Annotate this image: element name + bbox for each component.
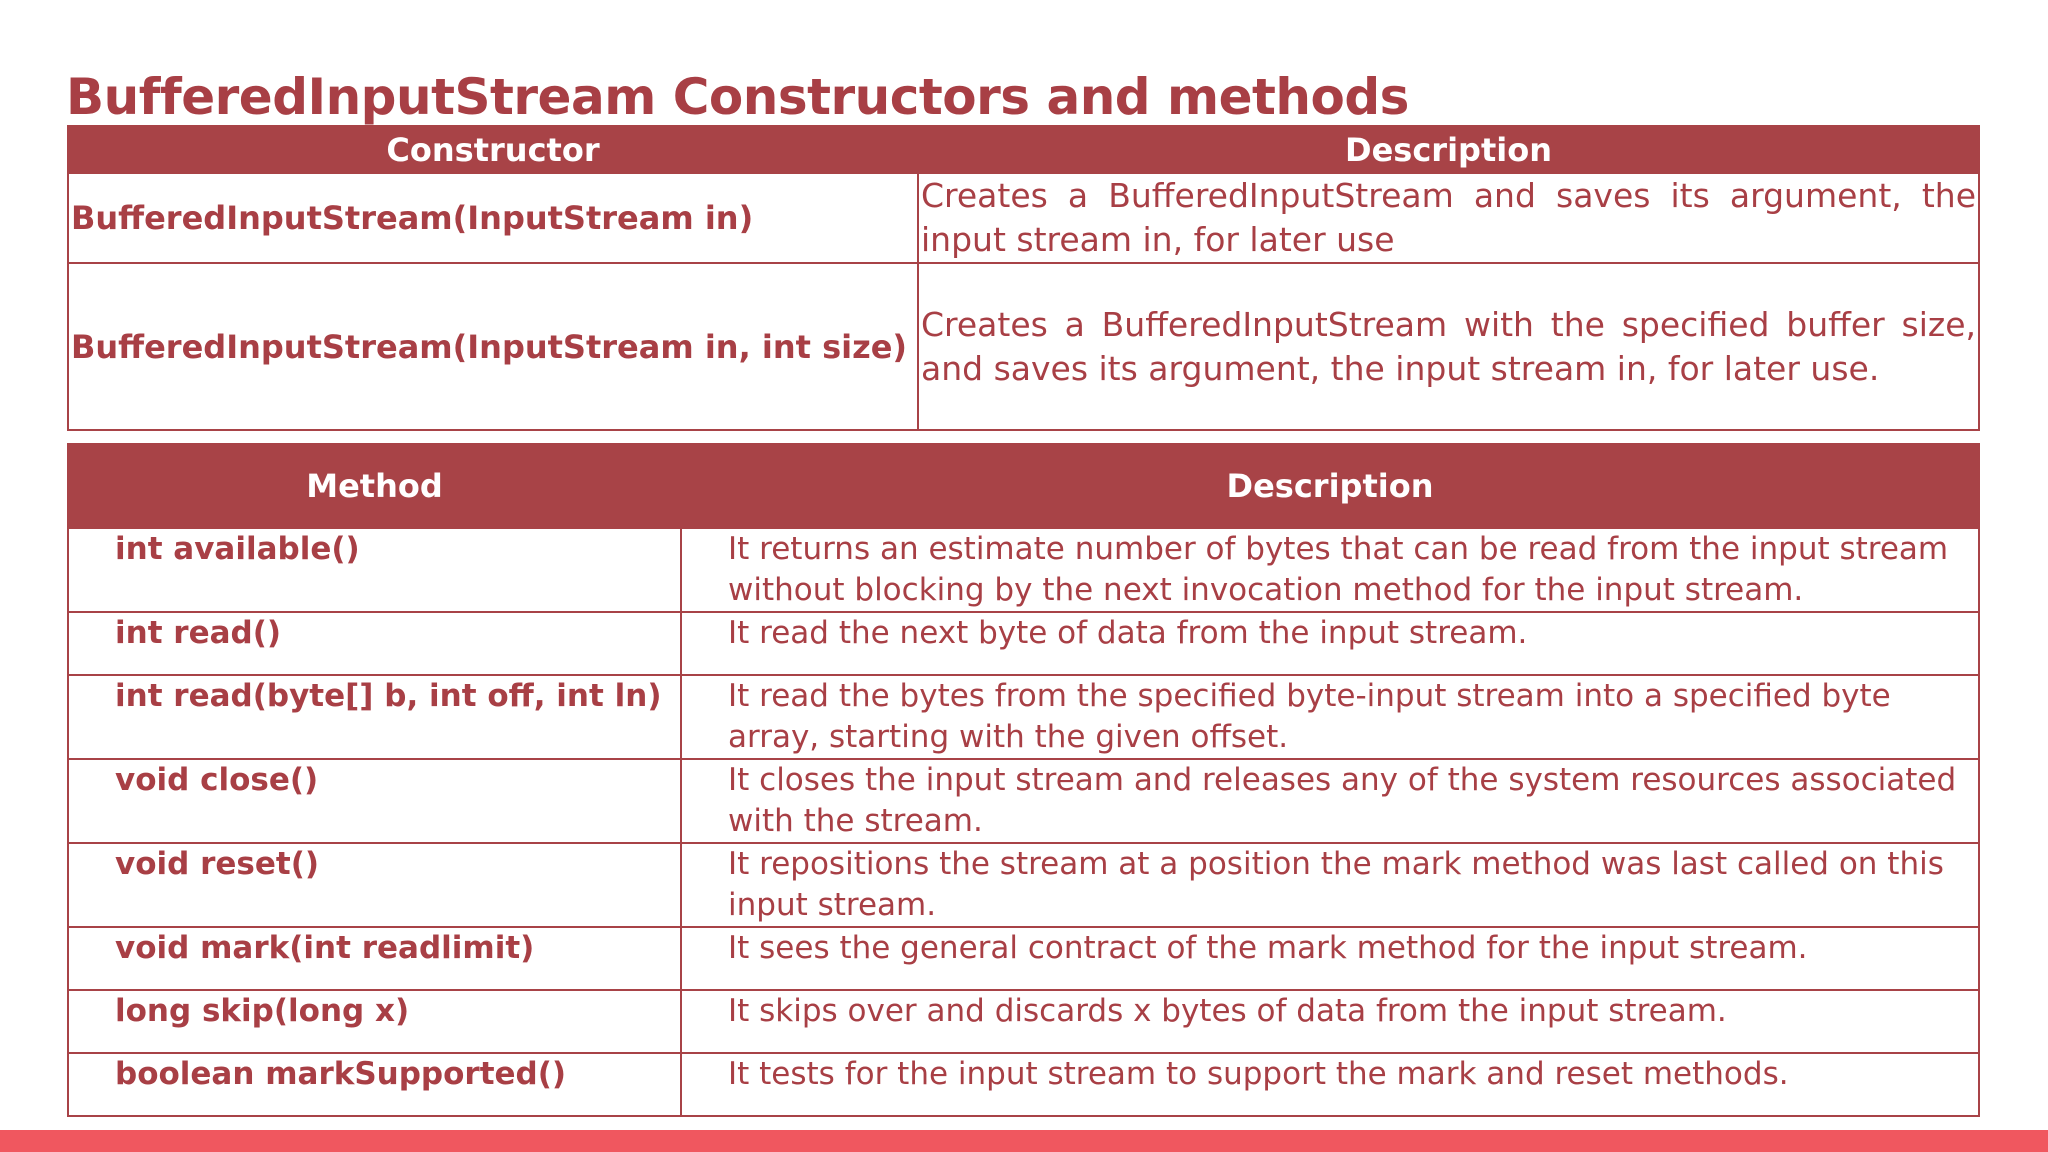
method-table-header: [68, 444, 1979, 528]
method-row: [68, 759, 1979, 843]
constructor-row: [68, 173, 1979, 263]
method-name: int available(): [68, 528, 681, 612]
constructor-description: Creates a BufferedInputStream and saves its argument, the input stream in, for later use: [918, 173, 1979, 263]
method-row: [68, 990, 1979, 1053]
method-row: [68, 528, 1979, 612]
method-description: It read the bytes from the specified byte-input stream into a specified byte array, starting with the given offset.: [681, 675, 1979, 759]
method-row: [68, 843, 1979, 927]
method-name: void reset(): [68, 843, 681, 927]
method-description: It returns an estimate number of bytes that can be read from the input stream without blocking by the next invocation method for the input stream.: [681, 528, 1979, 612]
constructor-table: [67, 125, 1980, 431]
method-name: int read(): [68, 612, 681, 675]
method-description: It closes the input stream and releases any of the system resources associated with the stream.: [681, 759, 1979, 843]
constructor-column-header: Constructor: [68, 126, 918, 173]
method-row: [68, 927, 1979, 990]
constructor-name: BufferedInputStream(InputStream in, int size): [68, 263, 918, 430]
method-description: It skips over and discards x bytes of data from the input stream.: [681, 990, 1979, 1053]
method-column-header: Method: [68, 444, 681, 528]
method-description: It tests for the input stream to support the mark and reset methods.: [681, 1053, 1979, 1116]
method-table: [67, 443, 1980, 1117]
method-row: [68, 1053, 1979, 1116]
method-name: boolean markSupported(): [68, 1053, 681, 1116]
constructor-row: [68, 263, 1979, 430]
method-row: [68, 612, 1979, 675]
constructor-name: BufferedInputStream(InputStream in): [68, 173, 918, 263]
constructor-description-column-header: Description: [918, 126, 1979, 173]
method-name: int read(byte[] b, int off, int ln): [68, 675, 681, 759]
method-name: void close(): [68, 759, 681, 843]
method-row: [68, 675, 1979, 759]
constructor-description: Creates a BufferedInputStream with the specified buffer size, and saves its argument, the input stream in, for later use.: [918, 263, 1979, 430]
method-description-column-header: Description: [681, 444, 1979, 528]
method-name: void mark(int readlimit): [68, 927, 681, 990]
constructor-table-header: [68, 126, 1979, 173]
footer-accent-bar: [0, 1130, 2048, 1152]
method-name: long skip(long x): [68, 990, 681, 1053]
method-description: It read the next byte of data from the input stream.: [681, 612, 1979, 675]
page-title: BufferedInputStream Constructors and methods: [66, 68, 1409, 126]
method-description: It repositions the stream at a position the mark method was last called on this input stream.: [681, 843, 1979, 927]
method-description: It sees the general contract of the mark method for the input stream.: [681, 927, 1979, 990]
